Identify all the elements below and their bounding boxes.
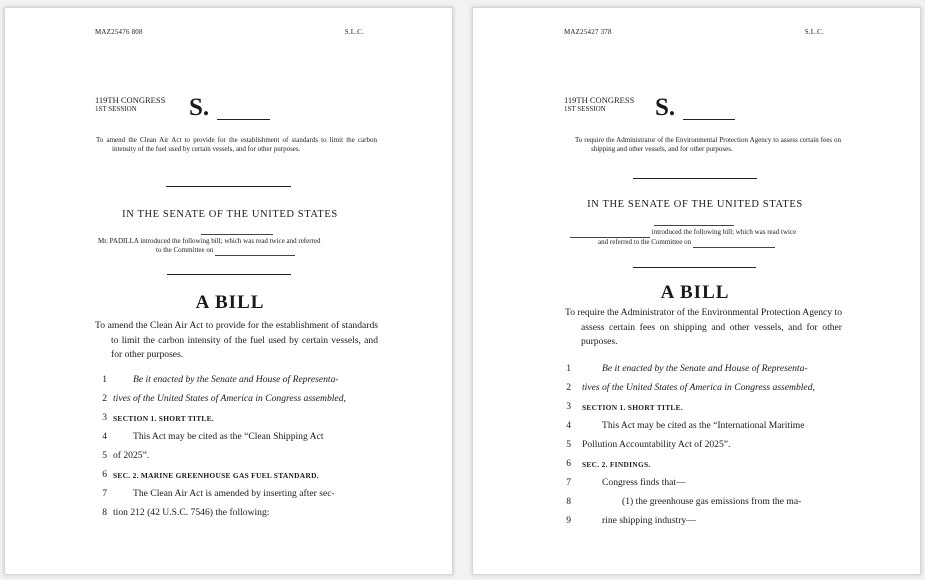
intro-line-2: to the Committee on xyxy=(156,246,214,254)
line-text: tives of the United States of America in Congress assembled, xyxy=(582,382,815,393)
divider xyxy=(167,274,291,275)
slc-label: S.L.C. xyxy=(804,28,824,36)
introduction-text xyxy=(570,228,860,248)
senate-heading: IN THE SENATE OF THE UNITED STATES xyxy=(587,199,803,210)
divider xyxy=(166,186,291,187)
bill-page-right xyxy=(472,7,921,575)
line-number: 4 xyxy=(102,431,107,442)
line-number: 1 xyxy=(102,374,107,385)
bill-number-prefix: S. xyxy=(655,94,676,121)
bill-purpose: To require the Administrator of the Environmental Protection Agency to assess certain fees on shipping and other vessels, and for other purposes. xyxy=(565,307,842,347)
line-number: 3 xyxy=(102,412,107,423)
line-number: 2 xyxy=(102,393,107,404)
line-number: 8 xyxy=(566,496,571,507)
section-heading: SEC. 2. FINDINGS. xyxy=(582,460,651,469)
line-number: 1 xyxy=(566,363,571,374)
slc-label: S.L.C. xyxy=(344,28,364,36)
session: 1ST SESSION xyxy=(564,105,606,113)
congress: 119TH CONGRESS xyxy=(564,95,635,105)
line-text: (1) the greenhouse gas emissions from the ma- xyxy=(622,496,802,507)
line-text: tives of the United States of America in Congress assembled, xyxy=(113,393,346,404)
doc-id: MAZ25476 808 xyxy=(95,28,143,36)
intro-line-2: and referred to the Committee on xyxy=(598,238,692,246)
committee-blank xyxy=(693,238,775,248)
bill-number-blank xyxy=(683,119,735,120)
section-heading: SECTION 1. SHORT TITLE. xyxy=(113,414,215,423)
divider xyxy=(633,178,757,179)
line-text: tion 212 (42 U.S.C. 7546) the following: xyxy=(113,507,270,518)
line-number: 2 xyxy=(566,382,571,393)
introduction-text xyxy=(98,237,388,256)
intro-line-1: Mr. PADILLA introduced the following bill; which was read twice and referred xyxy=(98,237,321,245)
congress-session xyxy=(564,96,634,114)
line-text: of 2025”. xyxy=(113,450,150,461)
line-text: Be it enacted by the Senate and House of Representa- xyxy=(602,363,808,374)
line-text: Congress finds that— xyxy=(602,477,686,488)
date-blank xyxy=(654,225,734,226)
section-heading: SECTION 1. SHORT TITLE. xyxy=(582,403,684,412)
line-number: 4 xyxy=(566,420,571,431)
date-blank xyxy=(201,234,273,235)
line-number: 7 xyxy=(566,477,571,488)
congress: 119TH CONGRESS xyxy=(95,95,166,105)
line-number: 5 xyxy=(102,450,107,461)
bill-number-prefix: S. xyxy=(189,94,210,121)
session: 1ST SESSION xyxy=(95,105,137,113)
line-text: This Act may be cited as the “International Maritime xyxy=(602,420,805,431)
line-number: 5 xyxy=(566,439,571,450)
line-number: 9 xyxy=(566,515,571,526)
congress-session xyxy=(95,96,165,114)
line-number: 7 xyxy=(102,488,107,499)
line-text: This Act may be cited as the “Clean Shipping Act xyxy=(133,431,324,442)
committee-blank xyxy=(215,246,295,256)
bill-summary: To amend the Clean Air Act to provide for the establishment of standards to limit the carbon intensity of the fuel used by certain vessels, and for other purposes. xyxy=(96,136,377,153)
line-text: Be it enacted by the Senate and House of Representa- xyxy=(133,374,339,385)
bill-summary: To require the Administrator of the Environmental Protection Agency to assess certain fees on shipping and other vessels, and for other purposes. xyxy=(575,136,841,153)
bill-title: A BILL xyxy=(195,292,265,313)
bill-title: A BILL xyxy=(660,282,730,303)
sponsor-blank xyxy=(570,228,650,238)
line-text: Pollution Accountability Act of 2025”. xyxy=(582,439,731,450)
divider xyxy=(633,267,756,268)
intro-line-1: introduced the following bill; which was read twice xyxy=(651,228,797,236)
bill-number-blank xyxy=(217,119,270,120)
bill-purpose: To amend the Clean Air Act to provide for the establishment of standards to limit the carbon intensity of the fuel used by certain vessels, and for other purposes. xyxy=(95,320,378,360)
line-text: rine shipping industry— xyxy=(602,515,696,526)
line-number: 3 xyxy=(566,401,571,412)
bill-page-left xyxy=(4,7,453,575)
senate-heading: IN THE SENATE OF THE UNITED STATES xyxy=(122,209,338,220)
doc-id: MAZ25427 378 xyxy=(564,28,612,36)
line-number: 6 xyxy=(566,458,571,469)
line-number: 6 xyxy=(102,469,107,480)
line-number: 8 xyxy=(102,507,107,518)
section-heading: SEC. 2. MARINE GREENHOUSE GAS FUEL STANDARD. xyxy=(113,471,319,480)
line-text: The Clean Air Act is amended by inserting after sec- xyxy=(133,488,335,499)
